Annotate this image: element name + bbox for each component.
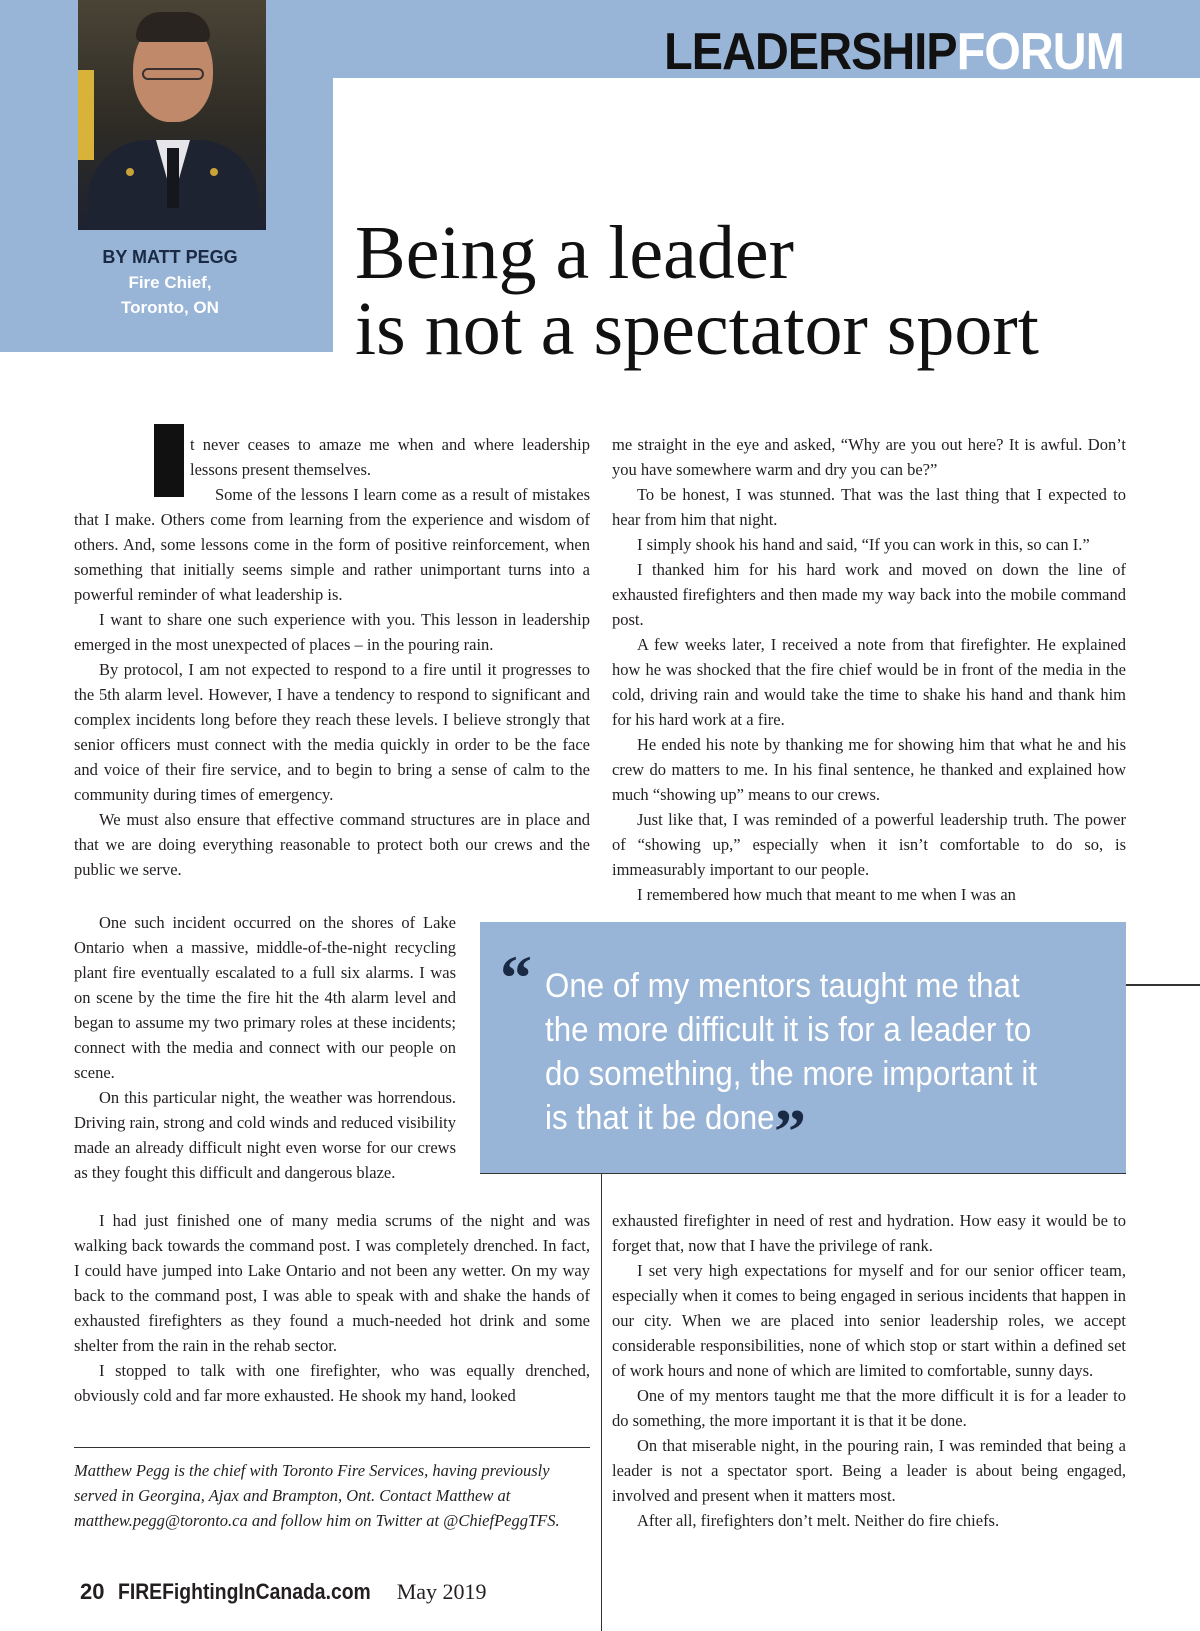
paragraph: Just like that, I was reminded of a powerful leadership truth. The power of “showing up,” especially when it isn’t comfortable to do so, is immeasurably important to our people. — [612, 810, 1126, 879]
paragraph: One of my mentors taught me that the more difficult it is for a leader to do something, the more important it is that it be done. — [612, 1386, 1126, 1430]
publication-site: FIREFightingInCanada.com — [117, 1579, 371, 1604]
body-column-5 — [612, 1208, 1126, 1533]
section-title — [664, 22, 1124, 82]
page-number: 20 — [80, 1579, 105, 1604]
column-divider — [601, 1174, 602, 1631]
author-bio: Matthew Pegg is the chief with Toronto Fire Services, having previously served in Georgina, Ajax and Brampton, Ont. Contact Matthew at matthew.pegg@toronto.ca and follow him on Twitter at @ChiefPeggTFS. — [74, 1461, 560, 1530]
paragraph: t never ceases to amaze me when and where leadership lessons present themselves. — [190, 435, 590, 479]
pull-quote-text: One of my mentors taught me that the more difficult it is for a leader to do something, the more important it is that it be done. — [545, 967, 1038, 1137]
author-location: Toronto, ON — [121, 298, 219, 317]
paragraph: I want to share one such experience with you. This lesson in leadership emerged in the most unexpected of places – in the pouring rain. — [74, 610, 590, 654]
author-photo — [78, 0, 266, 230]
section-title-bold: LEADERSHIP — [664, 23, 957, 81]
paragraph: We must also ensure that effective command structures are in place and that we are doing everything reasonable to protect both our crews and the public we serve. — [74, 810, 590, 879]
body-column-1 — [74, 432, 590, 882]
paragraph: exhausted firefighter in need of rest and hydration. How easy it would be to forget that, now that I have the privilege of rank. — [612, 1211, 1126, 1255]
section-title-light: FORUM — [956, 23, 1124, 81]
open-quote-mark: “ — [500, 942, 532, 1013]
page-footer — [80, 1578, 487, 1606]
paragraph: I simply shook his hand and said, “If you can work in this, so can I.” — [637, 535, 1090, 554]
article-title — [355, 211, 1039, 371]
bio-divider — [74, 1447, 590, 1448]
paragraph: me straight in the eye and asked, “Why are you out here? It is awful. Don’t you have somewhere warm and dry you can be?” — [612, 435, 1126, 479]
paragraph: He ended his note by thanking me for showing him that what he and his crew do matters to me. In his final sentence, he thanked and explained how much “showing up” means to our crews. — [612, 735, 1126, 804]
paragraph: After all, firefighters don’t melt. Neither do fire chiefs. — [637, 1511, 1000, 1530]
paragraph: By protocol, I am not expected to respond to a fire until it progresses to the 5th alarm level. However, I have a tendency to respond to significant and complex incidents long before they reach these levels. I believe strongly that senior officers must connect with the media quickly in order to be the face and voice of their fire service, and to begin to bring a sense of calm to the community during times of emergency. — [74, 660, 590, 804]
article-title-line1: Being a leader — [355, 211, 794, 295]
paragraph: One such incident occurred on the shores of Lake Ontario when a massive, middle-of-the-night recycling plant fire eventually escalated to a full six alarms. I was on scene by the time the fire hit the 4th alarm level and began to assume my two primary roles at these incidents; connect with the media and connect with our people on scene. — [74, 913, 456, 1082]
paragraph: Some of the lessons I learn come as a result of mistakes that I make. Others come from learning from the experience and wisdom of others. And, some lessons come in the form of positive reinforcement, when something that initially seems simple and rather unimportant turns into a powerful reminder of what leadership is. — [74, 485, 590, 604]
paragraph: I set very high expectations for myself and for our senior officer team, especially when it comes to being engaged in serious incidents that happen in our city. When we are placed into senior leadership roles, we accept considerable responsibilities, none of which stop or start within a defined set of work hours and none of which are limited to comfortable, sunny days. — [612, 1261, 1126, 1380]
author-name: BY MATT PEGG — [102, 247, 238, 267]
paragraph: I thanked him for his hard work and moved on down the line of exhausted firefighters and then made my way back into the mobile command post. — [612, 560, 1126, 629]
body-column-3 — [74, 1208, 590, 1408]
paragraph: To be honest, I was stunned. That was the last thing that I expected to hear from him that night. — [612, 485, 1126, 529]
paragraph: On this particular night, the weather was horrendous. Driving rain, strong and cold winds and reduced visibility made an already difficult night even worse for our crews as they fought this difficult and dangerous blaze. — [74, 1088, 456, 1182]
drop-cap — [154, 424, 184, 497]
issue-date: May 2019 — [396, 1579, 487, 1604]
paragraph: I remembered how much that meant to me when I was an — [637, 885, 1016, 904]
byline — [60, 245, 280, 320]
paragraph: On that miserable night, in the pouring rain, I was reminded that being a leader is not a spectator sport. Being a leader is about being engaged, involved and present when it matters most. — [612, 1436, 1126, 1505]
close-quote-mark: ” — [774, 1096, 806, 1167]
author-role: Fire Chief, — [128, 273, 212, 292]
paragraph: I stopped to talk with one firefighter, who was equally drenched, obviously cold and far more exhausted. He shook my hand, looked — [74, 1361, 590, 1405]
pull-quote-bottom-rule — [480, 1173, 1126, 1174]
body-column-2 — [74, 910, 456, 1185]
body-column-4 — [612, 432, 1126, 907]
paragraph: I had just finished one of many media scrums of the night and was walking back towards the command post. I was completely drenched. In fact, I could have jumped into Lake Ontario and not been any wetter. On my way back to the command post, I was able to speak with and shake the hands of exhausted firefighters as they found a much-needed hot drink and some shelter from the rain in the rehab sector. — [74, 1211, 590, 1355]
paragraph: A few weeks later, I received a note from that firefighter. He explained how he was shocked that the fire chief would be in front of the media in the cold, driving rain and would take the time to shake his hand and thank him for his hard work at a fire. — [612, 635, 1126, 729]
article-title-line2: is not a spectator sport — [355, 287, 1039, 371]
pull-quote-rule — [1126, 984, 1200, 986]
